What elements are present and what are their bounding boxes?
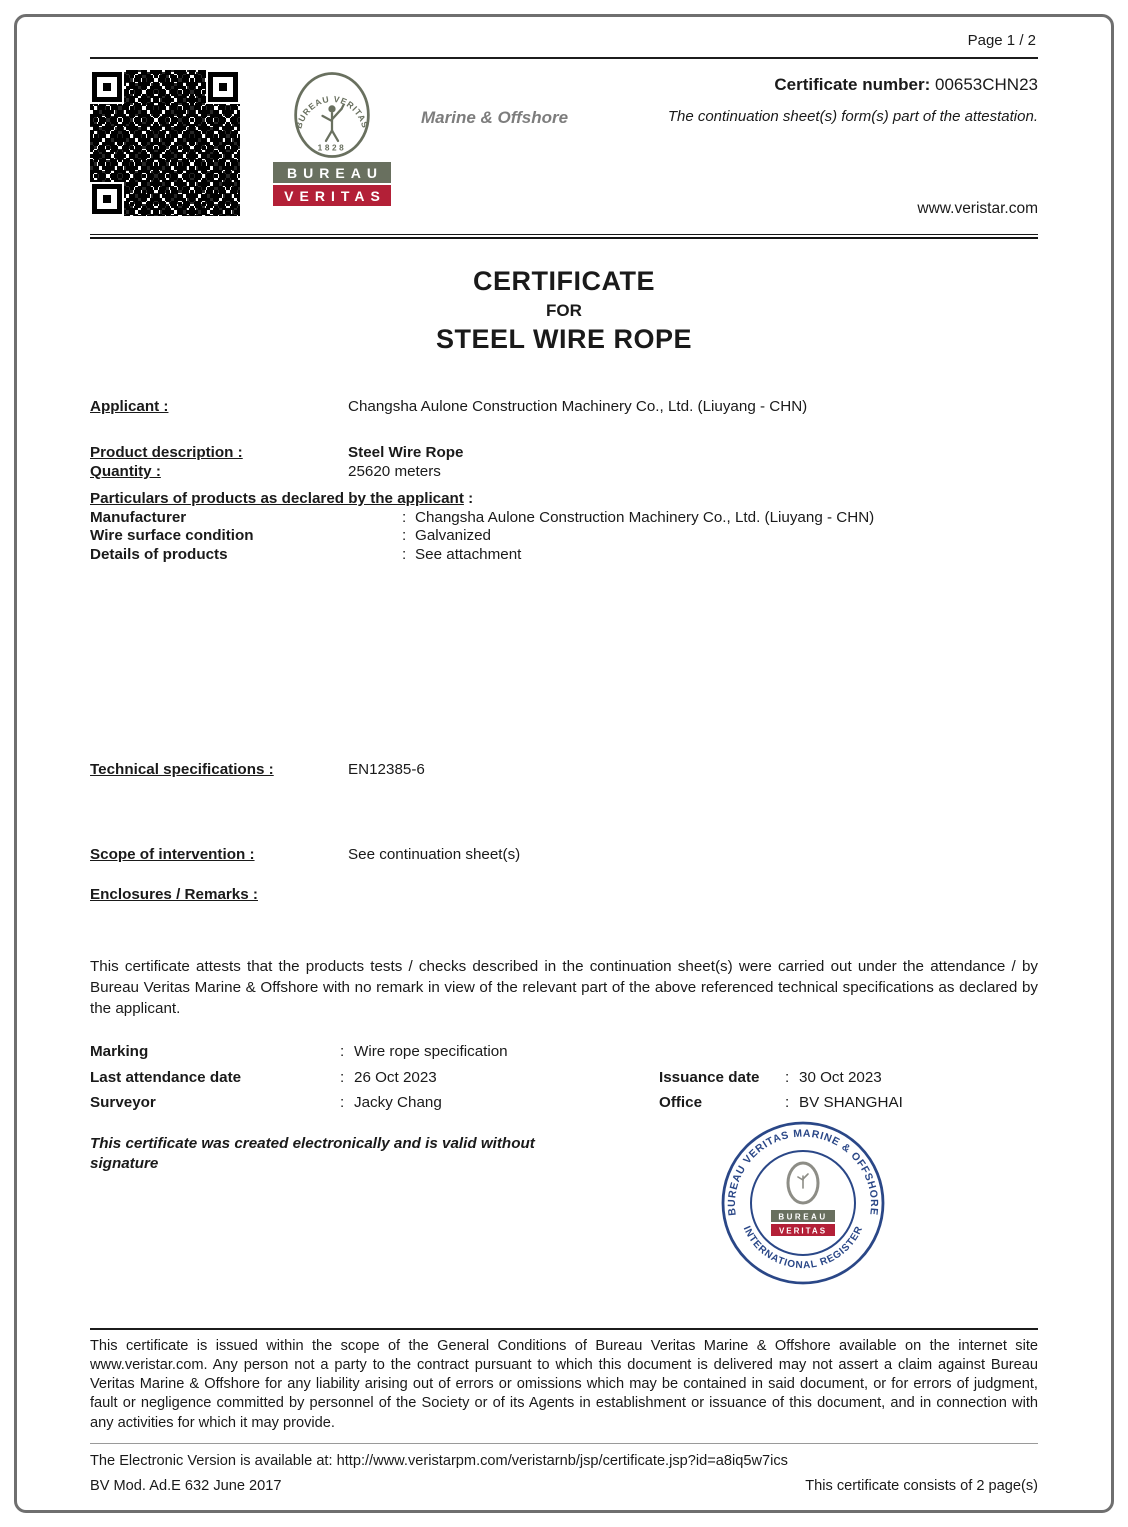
technical-specifications-value: EN12385-6 (348, 761, 425, 778)
quantity-value: 25620 meters (348, 463, 441, 480)
certificate-title (90, 266, 1038, 355)
logo-bureau-box: BUREAU (273, 162, 391, 183)
emblem-arc-text: BUREAU VERITAS (293, 93, 371, 130)
details-of-products-row (90, 546, 1038, 565)
wire-surface-condition-value: Galvanized (415, 527, 491, 544)
title-line2: FOR (546, 301, 582, 320)
last-attendance-date-value: 26 Oct 2023 (354, 1068, 437, 1086)
electronic-version-link[interactable]: The Electronic Version is available at: http://www.veristarpm.com/veristarnb/jsp/certificate.jsp?id=a8iq5w7ics (90, 1453, 788, 1469)
continuation-note: The continuation sheet(s) form(s) part of the attestation. (667, 108, 1038, 125)
colon-separator: : (402, 545, 407, 563)
seal-bottom-text: INTERNATIONAL REGISTER (740, 1223, 866, 1271)
details-of-products-label: Details of products (90, 545, 228, 563)
manufacturer-row (90, 509, 1038, 528)
footer-top-rule (90, 1328, 1038, 1330)
footer (90, 1328, 1038, 1496)
colon-separator: : (402, 527, 407, 544)
emblem-year: 1828 (317, 143, 347, 153)
product-description-row (90, 443, 1038, 462)
certificate-page (14, 14, 1114, 1513)
logo-veritas-box: VERITAS (273, 185, 391, 206)
footer-thin-rule (90, 1443, 1038, 1444)
particulars-heading-colon: : (463, 490, 474, 507)
surveyor-value: Jacky Chang (354, 1094, 442, 1111)
manufacturer-label: Manufacturer (90, 508, 187, 526)
colon-separator: : (785, 1068, 790, 1086)
office-row (659, 1090, 903, 1116)
details-of-products-value: See attachment (415, 545, 522, 563)
form-reference: BV Mod. Ad.E 632 June 2017 (90, 1478, 282, 1494)
colon-separator: : (340, 1094, 345, 1111)
marking-label: Marking (90, 1043, 149, 1060)
office-label: Office (659, 1094, 703, 1111)
office-value: BV SHANGHAI (799, 1094, 903, 1111)
last-attendance-date-label: Last attendance date (90, 1068, 242, 1086)
product-description-label: Product description : (90, 444, 243, 461)
emblem-figure-icon (322, 105, 343, 141)
electronic-signature-note: This certificate was created electronically and is valid without signature (90, 1134, 535, 1172)
qr-finder-icon (90, 70, 124, 104)
details-section (90, 1039, 1038, 1116)
certificate-number-line (568, 75, 1038, 95)
colon-separator: : (340, 1043, 345, 1060)
division-label: Marine & Offshore (421, 108, 569, 127)
title-line3: STEEL WIRE ROPE (435, 324, 693, 354)
header (90, 70, 1038, 222)
scope-of-intervention-row (90, 845, 1038, 864)
seal-top-text: BUREAU VERITAS MARINE & OFFSHORE (725, 1126, 881, 1216)
marking-value: Wire rope specification (354, 1043, 508, 1060)
technical-specifications-label: Technical specifications : (90, 761, 274, 778)
surveyor-label: Surveyor (90, 1094, 156, 1111)
qr-finder-icon (90, 182, 124, 216)
scope-of-intervention-label: Scope of intervention : (90, 846, 255, 863)
header-top-rule (90, 57, 1038, 59)
bv-seal-stamp-icon (710, 1118, 896, 1288)
website-link[interactable]: www.veristar.com (917, 200, 1038, 217)
colon-separator: : (402, 508, 407, 526)
applicant-row (90, 397, 1038, 416)
certificate-number-label: Certificate number: (774, 75, 931, 94)
title-line1: CERTIFICATE (473, 266, 655, 296)
enclosures-remarks-row (90, 885, 1038, 904)
header-bottom-rule (90, 234, 1038, 239)
attestation-paragraph: This certificate attests that the products tests / checks described in the continuation sheet(s) were carried out under the attendance / by Bureau Veritas Marine & Offshore with no remark in view of the relevant part of the above referenced technical specifications as declared by the applicant. (90, 958, 1038, 1017)
seal-bureau-box: BUREAU (778, 1212, 828, 1221)
colon-separator: : (785, 1094, 790, 1111)
wire-surface-condition-label: Wire surface condition (90, 527, 254, 544)
particulars-heading (90, 490, 1038, 509)
applicant-value: Changsha Aulone Construction Machinery Co., Ltd. (Liuyang - CHN) (348, 398, 808, 415)
enclosures-remarks-label: Enclosures / Remarks : (90, 886, 258, 903)
issuance-date-label: Issuance date (659, 1068, 760, 1086)
issuance-date-value: 30 Oct 2023 (799, 1068, 882, 1086)
seal-veritas-box: VERITAS (778, 1226, 828, 1235)
bureau-veritas-logo (273, 70, 391, 222)
certificate-number-value: 00653CHN23 (934, 75, 1038, 94)
qr-finder-icon (206, 70, 240, 104)
general-conditions-disclaimer: This certificate is issued within the scope of the General Conditions of Bureau Veritas Marine & Offshore available on the internet site www.veristar.com. Any person not a party to the contract pursuant to which this document is delivered may not assert a claim against Bureau Veritas Marine & Offshore for any liability arising out of errors or omissions which may be contained in said document, or for errors of judgment, fault or negligence committed by personnel of the Society or of its Agents in establishment or issuance of this document, and in connection with any activities for which it may provide. (90, 1337, 1038, 1431)
colon-separator: : (340, 1068, 345, 1086)
page-count-note: This certificate consists of 2 page(s) (805, 1478, 1038, 1494)
issuance-date-row (659, 1065, 903, 1091)
product-description-value: Steel Wire Rope (348, 444, 464, 461)
manufacturer-value: Changsha Aulone Construction Machinery Co., Ltd. (Liuyang - CHN) (415, 508, 875, 526)
marking-row (90, 1039, 1038, 1065)
scope-of-intervention-value: See continuation sheet(s) (348, 846, 521, 863)
quantity-label: Quantity : (90, 463, 161, 480)
wire-surface-condition-row (90, 527, 1038, 546)
applicant-label: Applicant : (90, 398, 169, 415)
quantity-row (90, 462, 1038, 481)
page-indicator: Page 1 / 2 (967, 32, 1036, 49)
technical-specifications-row (90, 760, 1038, 779)
particulars-heading-text: Particulars of products as declared by the applicant (90, 490, 464, 507)
bv-emblem-icon (280, 70, 384, 160)
qr-code-icon (90, 70, 240, 216)
